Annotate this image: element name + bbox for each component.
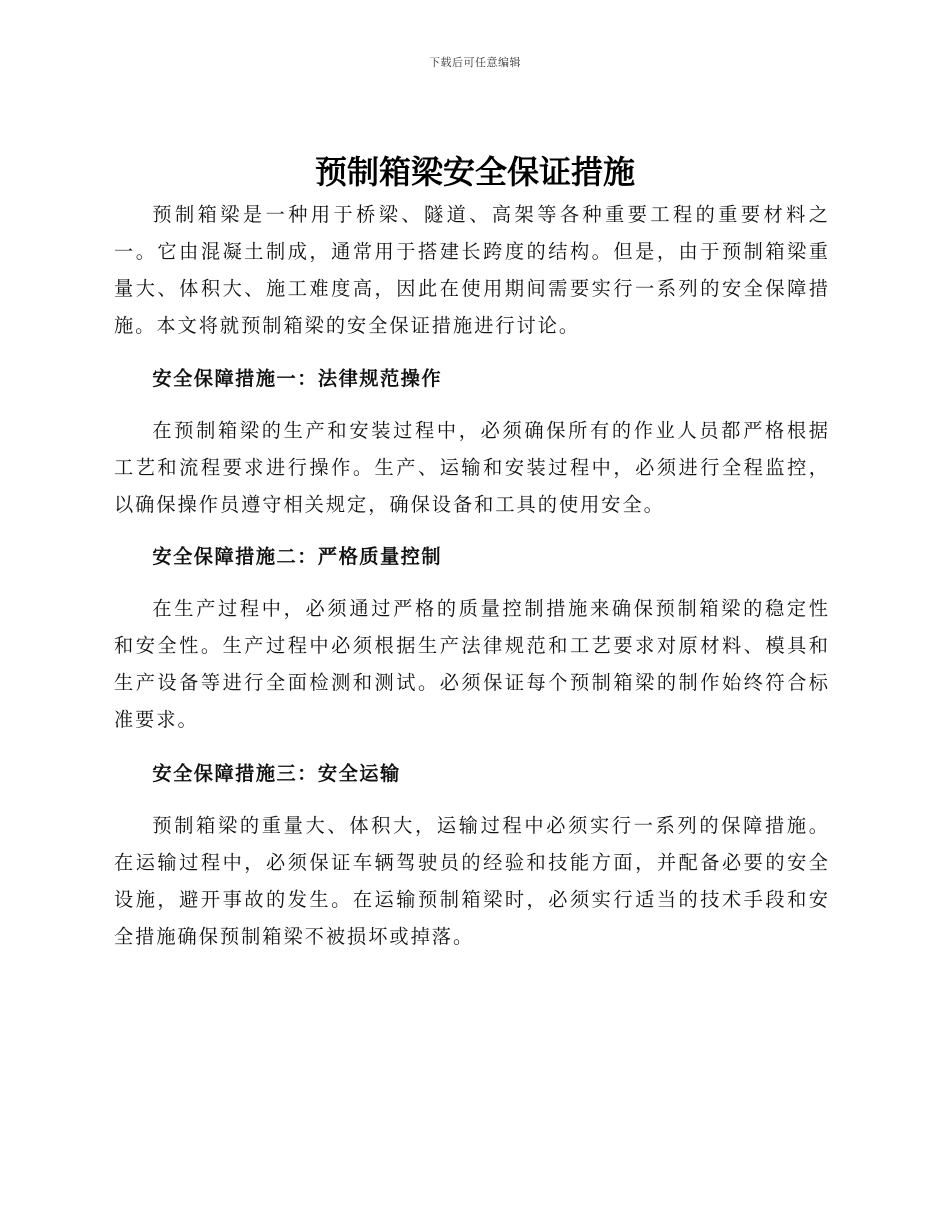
- section-3-body-block: [114, 807, 830, 955]
- document-title: 预制箱梁安全保证措施: [314, 153, 635, 191]
- section-3: [114, 755, 830, 792]
- header-note: 下载后可任意编辑: [429, 56, 521, 69]
- section-2: [114, 538, 830, 575]
- section-paragraph: 在生产过程中，必须通过严格的质量控制措施来确保预制箱梁的稳定性和安全性。生产过程中必须根据生产法律规范和工艺要求对原材料、模具和生产设备等进行全面检测和测试。必须保证每个预制箱梁的制作始终符合标准要求。: [114, 597, 830, 731]
- intro-block: [114, 196, 830, 344]
- intro-paragraph: 预制箱梁是一种用于桥梁、隧道、高架等各种重要工程的重要材料之一。它由混凝土制成，通常用于搭建长跨度的结构。但是，由于预制箱梁重量大、体积大、施工难度高，因此在使用期间需要实行一系列的安全保障措施。本文将就预制箱梁的安全保证措施进行讨论。: [114, 203, 830, 337]
- section-1: [114, 360, 830, 397]
- section-heading: 安全保障措施二：严格质量控制: [152, 545, 443, 568]
- section-paragraph: 在预制箱梁的生产和安装过程中，必须确保所有的作业人员都严格根据工艺和流程要求进行操作。生产、运输和安装过程中，必须进行全程监控，以确保操作员遵守相关规定，确保设备和工具的使用安全。: [114, 419, 830, 516]
- section-heading: 安全保障措施三：安全运输: [152, 762, 401, 785]
- section-2-body-block: [114, 590, 830, 738]
- section-paragraph: 预制箱梁的重量大、体积大，运输过程中必须实行一系列的保障措施。在运输过程中，必须保证车辆驾驶员的经验和技能方面，并配备必要的安全设施，避开事故的发生。在运输预制箱梁时，必须实行适当的技术手段和安全措施确保预制箱梁不被损坏或掉落。: [114, 814, 830, 948]
- section-heading: 安全保障措施一：法律规范操作: [152, 367, 443, 390]
- section-1-body-block: [114, 412, 830, 523]
